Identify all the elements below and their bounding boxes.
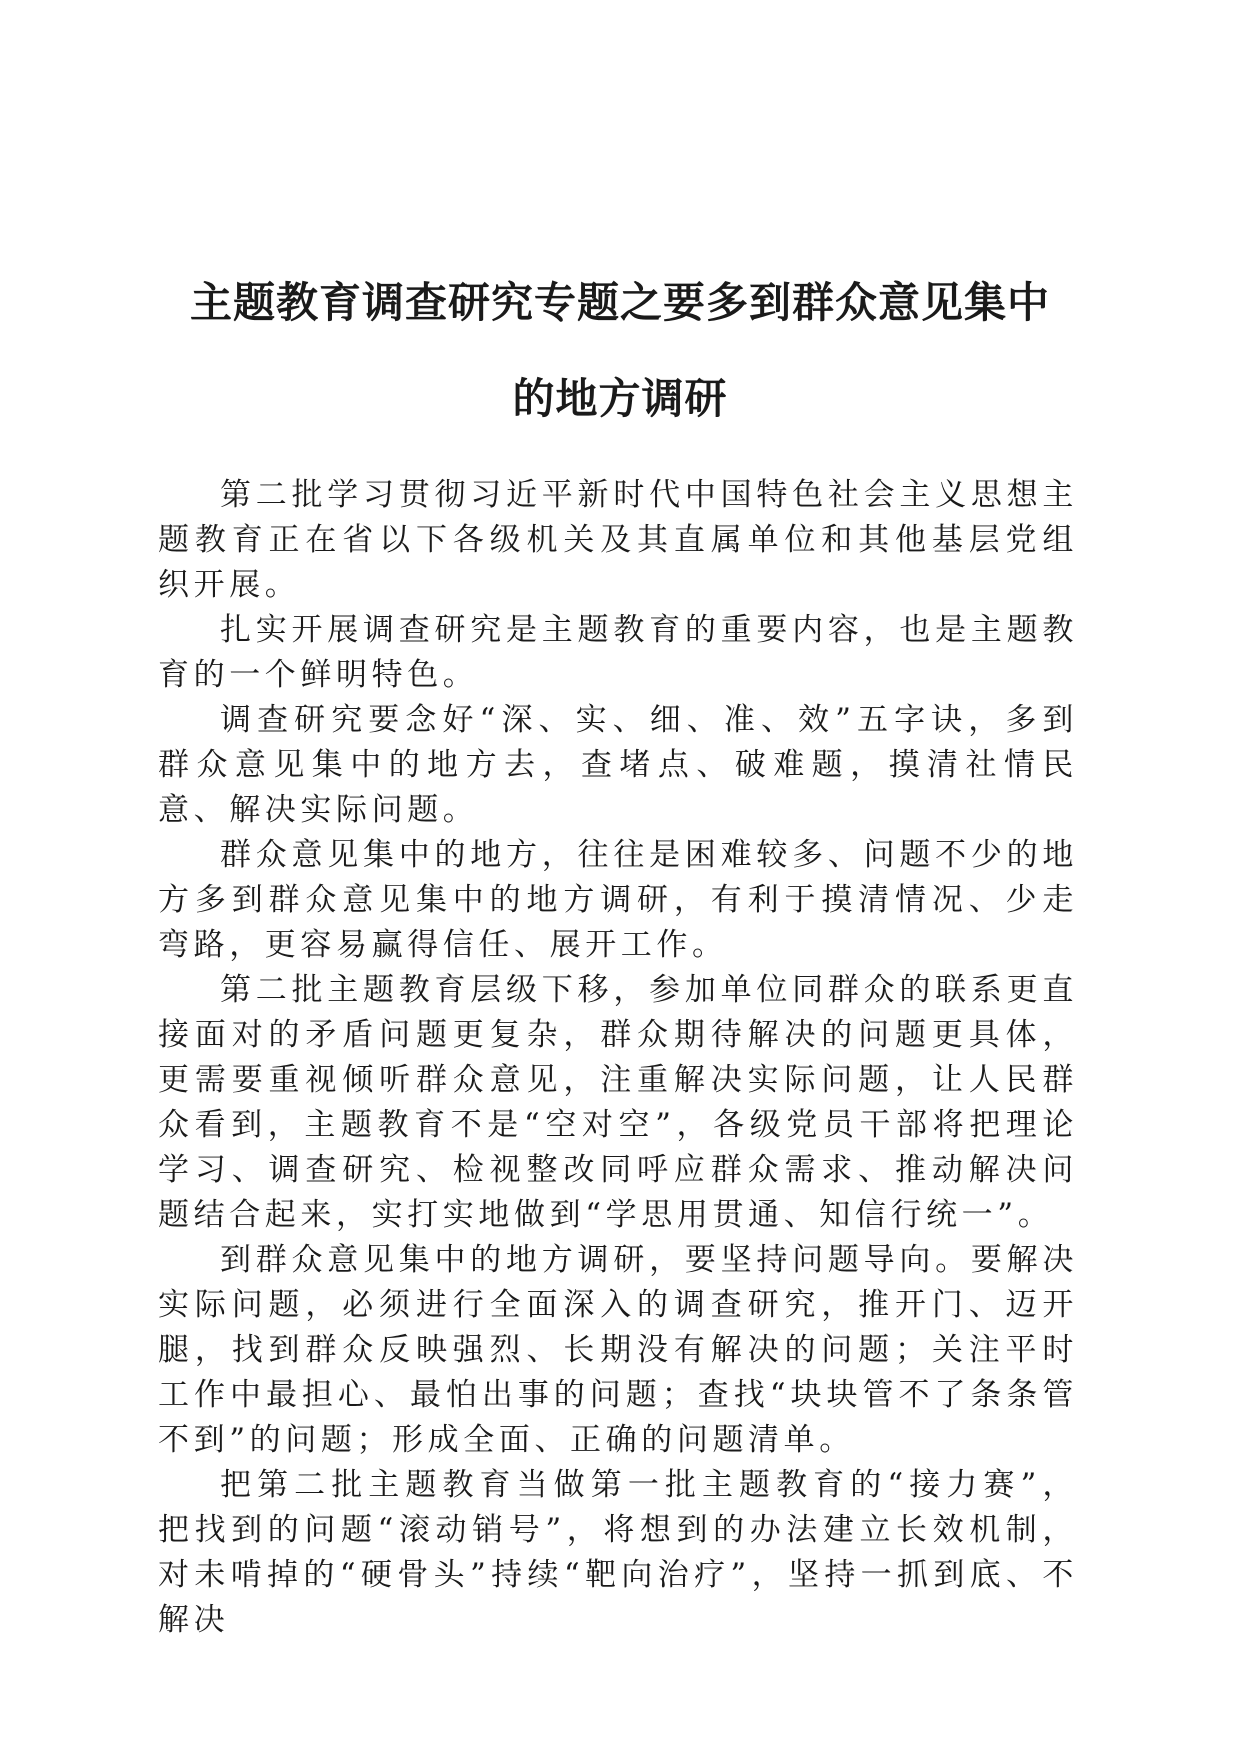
paragraph-4: 群众意见集中的地方，往往是困难较多、问题不少的地方多到群众意见集中的地方调研，有利于摸清情况、少走弯路，更容易赢得信任、展开工作。 [158, 837, 1078, 963]
paragraph-3: 调查研究要念好“深、实、细、准、效”五字诀，多到群众意见集中的地方去，查堵点、破难题，摸清社情民意、解决实际问题。 [158, 702, 1078, 828]
title-line-2: 的地方调研 [512, 374, 728, 423]
document-body [158, 473, 1078, 1643]
title-line-1: 主题教育调查研究专题之要多到群众意见集中 [189, 278, 1050, 327]
paragraph-6: 到群众意见集中的地方调研，要坚持问题导向。要解决实际问题，必须进行全面深入的调查研究，推开门、迈开腿，找到群众反映强烈、长期没有解决的问题；关注平时工作中最担心、最怕出事的问题；查找“块块管不了条条管不到”的问题；形成全面、正确的问题清单。 [158, 1242, 1078, 1458]
paragraph-2: 扎实开展调查研究是主题教育的重要内容，也是主题教育的一个鲜明特色。 [158, 612, 1078, 693]
paragraph-5: 第二批主题教育层级下移，参加单位同群众的联系更直接面对的矛盾问题更复杂，群众期待解决的问题更具体，更需要重视倾听群众意见，注重解决实际问题，让人民群众看到，主题教育不是“空对空”，各级党员干部将把理论学习、调查研究、检视整改同呼应群众需求、推动解决问题结合起来，实打实地做到“学思用贯通、知信行统一”。 [158, 972, 1078, 1233]
paragraph-1: 第二批学习贯彻习近平新时代中国特色社会主义思想主题教育正在省以下各级机关及其直属单位和其他基层党组织开展。 [158, 477, 1078, 603]
paragraph-7: 把第二批主题教育当做第一批主题教育的“接力赛”，把找到的问题“滚动销号”，将想到的办法建立长效机制，对未啃掉的“硬骨头”持续“靶向治疗”，坚持一抓到底、不解决 [158, 1467, 1078, 1638]
document-title [150, 255, 1090, 447]
